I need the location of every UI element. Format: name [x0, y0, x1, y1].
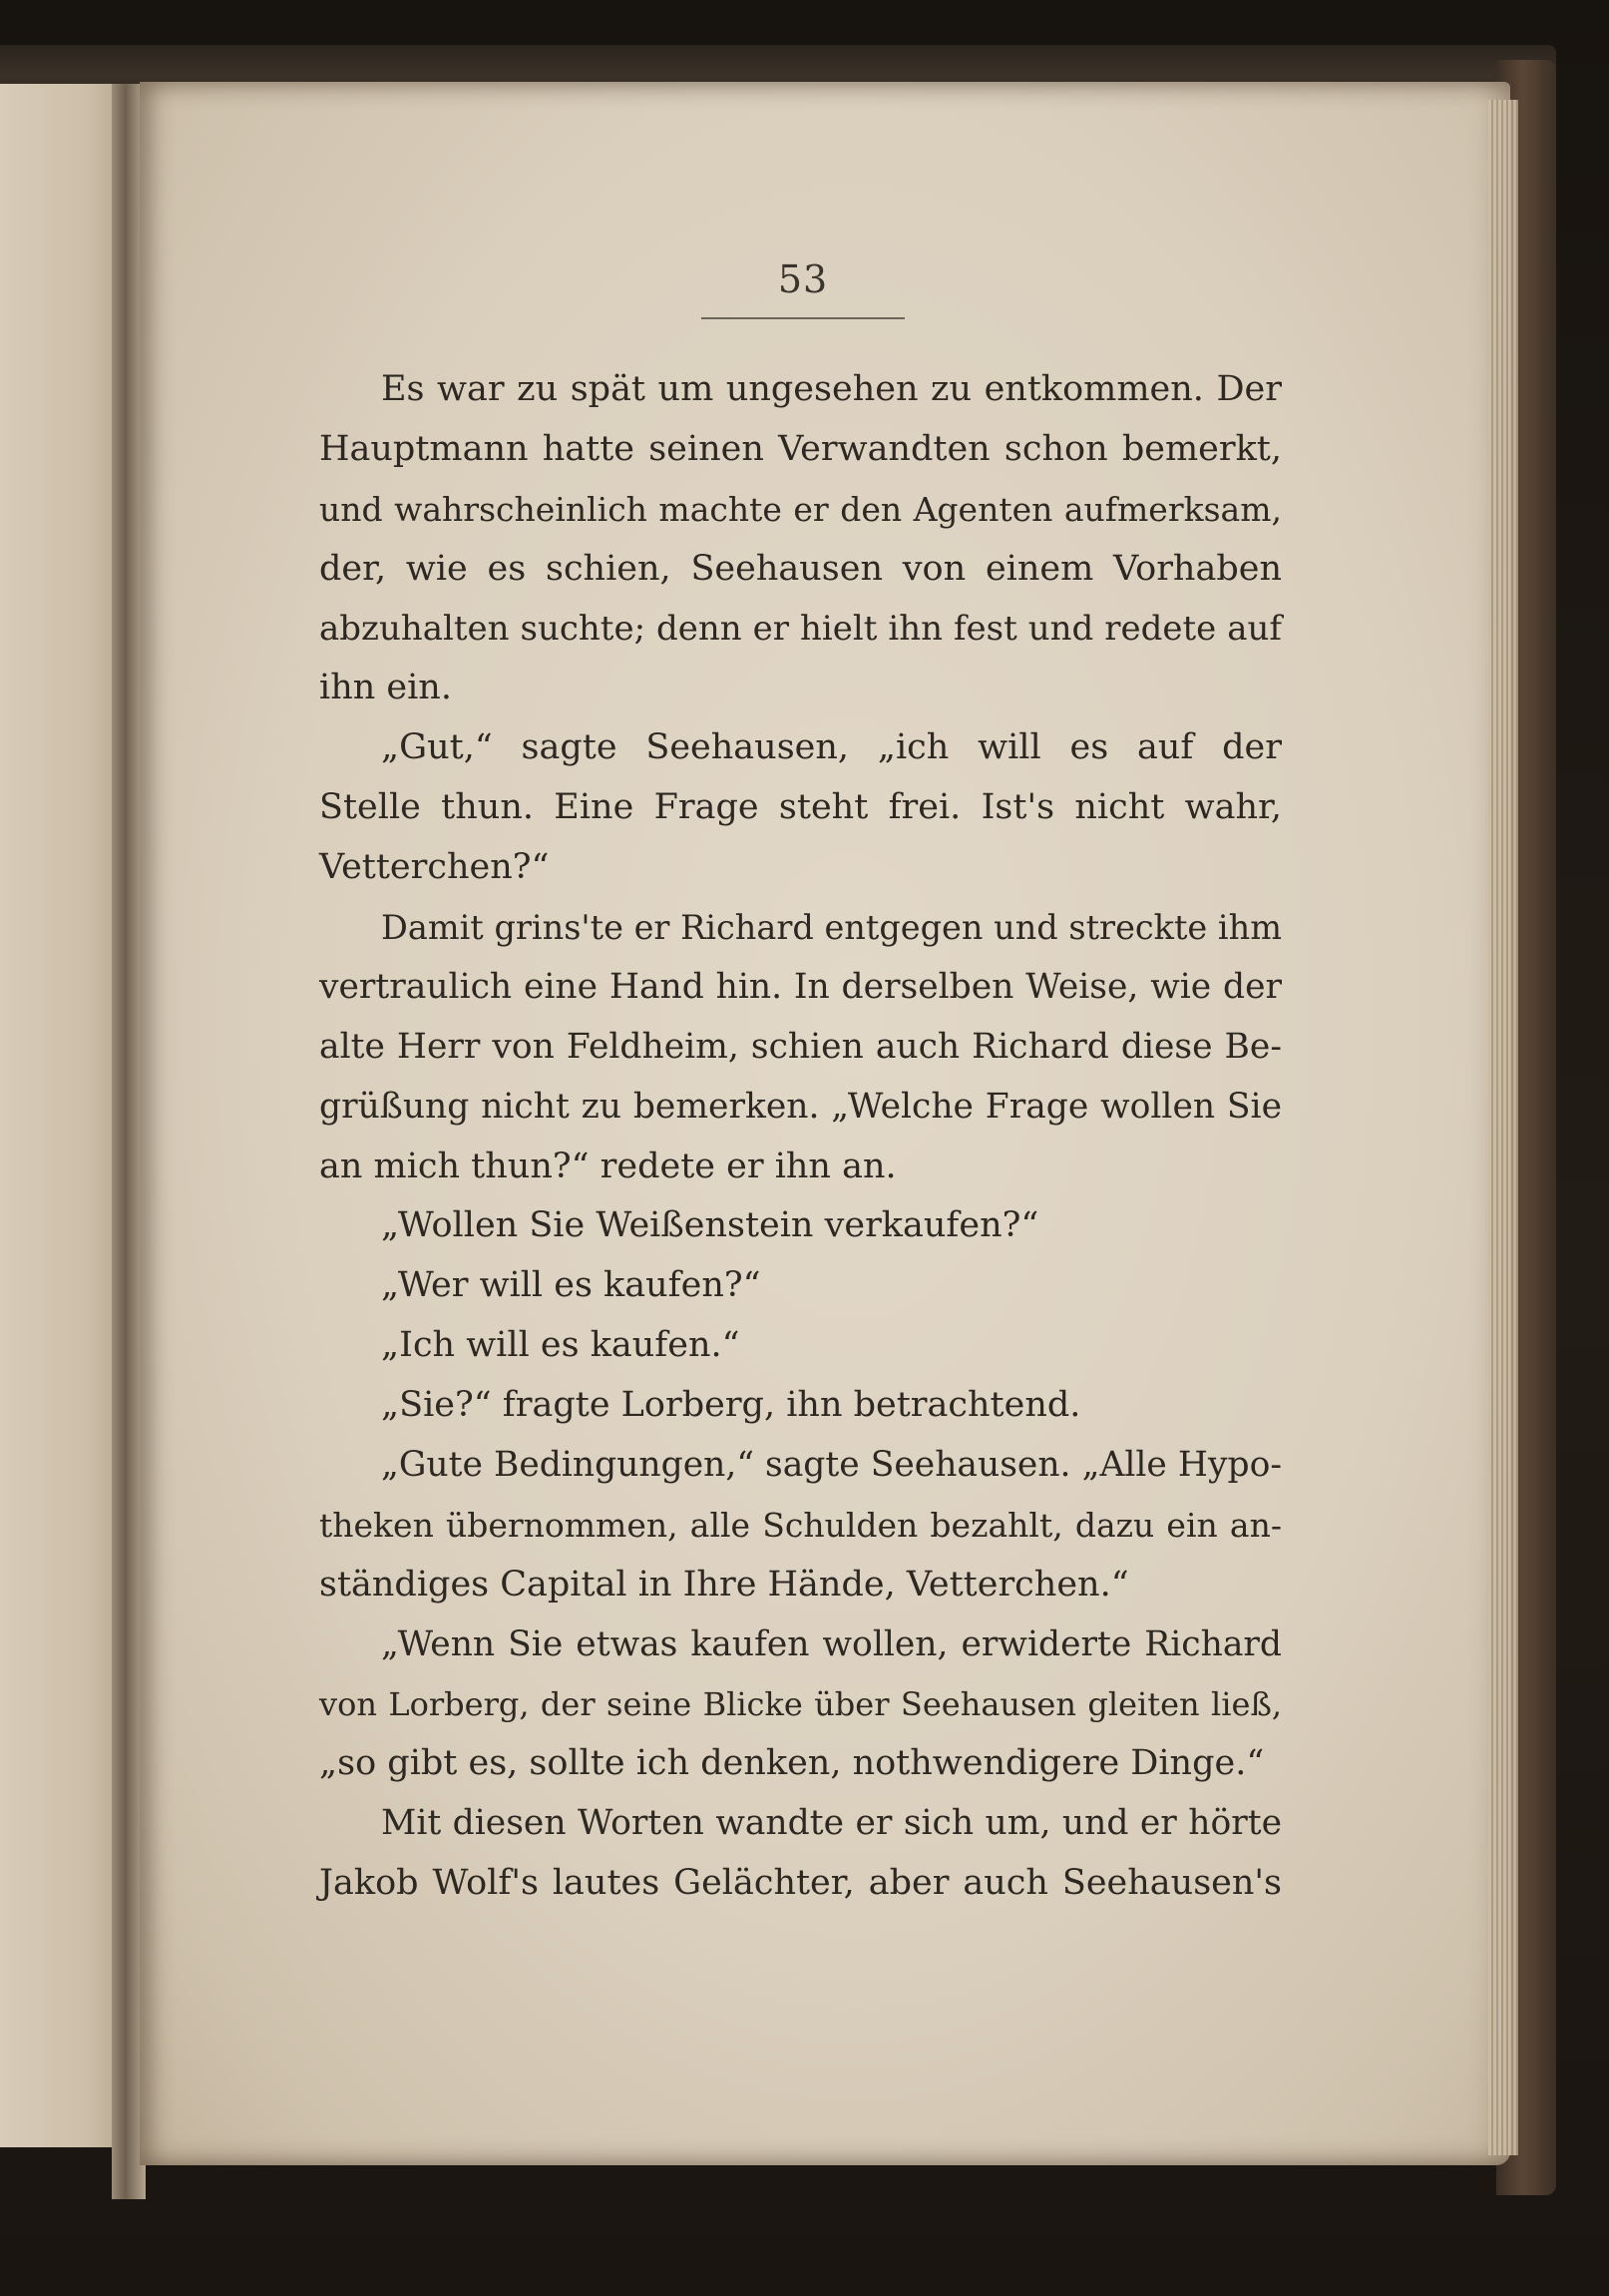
text-line: grüßung nicht zu bemerken. „Welche Frage wollen Sie — [319, 1086, 1282, 1127]
text-line: „Wenn Sie etwas kaufen wollen, erwiderte Richard — [381, 1623, 1282, 1664]
text-line: vertraulich eine Hand hin. In derselben Weise, wie der — [319, 966, 1282, 1007]
text-line: Mit diesen Worten wandte er sich um, und er hörte — [381, 1803, 1282, 1844]
text-line: und wahrscheinlich machte er den Agenten aufmerksam, — [319, 489, 1282, 529]
text-line: „so gibt es, sollte ich denken, nothwendigere Dinge.“ — [319, 1743, 1265, 1784]
text-line: abzuhalten suchte; denn er hielt ihn fest und redete auf — [319, 608, 1282, 649]
facing-page-edge — [0, 84, 122, 2147]
text-line: an mich thun?“ redete er ihn an. — [319, 1146, 897, 1186]
text-line: „Ich will es kaufen.“ — [381, 1325, 740, 1366]
text-line: Vetterchen?“ — [319, 847, 550, 888]
text-line: theken übernommen, alle Schulden bezahlt, dazu ein an- — [319, 1505, 1282, 1545]
body-text — [319, 360, 1282, 1914]
text-line: Jakob Wolf's lautes Gelächter, aber auch Seehausen's — [319, 1863, 1282, 1904]
text-line: „Gut,“ sagte Seehausen, „ich will es auf der — [381, 727, 1282, 768]
text-line: „Sie?“ fragte Lorberg, ihn betrachtend. — [381, 1385, 1081, 1426]
text-line: „Wollen Sie Weißenstein verkaufen?“ — [381, 1205, 1039, 1246]
text-line: alte Herr von Feldheim, schien auch Richard diese Be- — [319, 1026, 1282, 1067]
text-line: „Wer will es kaufen?“ — [381, 1265, 761, 1306]
text-line: von Lorberg, der seine Blicke über Seehausen gleiten ließ, — [319, 1684, 1282, 1723]
text-line: der, wie es schien, Seehausen von einem Vorhaben — [319, 548, 1282, 589]
text-line: Stelle thun. Eine Frage steht frei. Ist's nicht wahr, — [319, 787, 1282, 828]
header-rule — [701, 317, 905, 319]
text-line: Es war zu spät um ungesehen zu entkommen. Der — [381, 369, 1282, 409]
page-stack-edge — [1488, 100, 1518, 2155]
text-line: ihn ein. — [319, 668, 452, 708]
text-line: ständiges Capital in Ihre Hände, Vetterchen.“ — [319, 1564, 1129, 1605]
text-line: Hauptmann hatte seinen Verwandten schon bemerkt, — [319, 428, 1282, 469]
text-line: „Gute Bedingungen,“ sagte Seehausen. „Alle Hypo- — [381, 1445, 1282, 1486]
page-number: 53 — [777, 257, 829, 301]
text-line: Damit grins'te er Richard entgegen und streckte ihm — [381, 908, 1282, 948]
